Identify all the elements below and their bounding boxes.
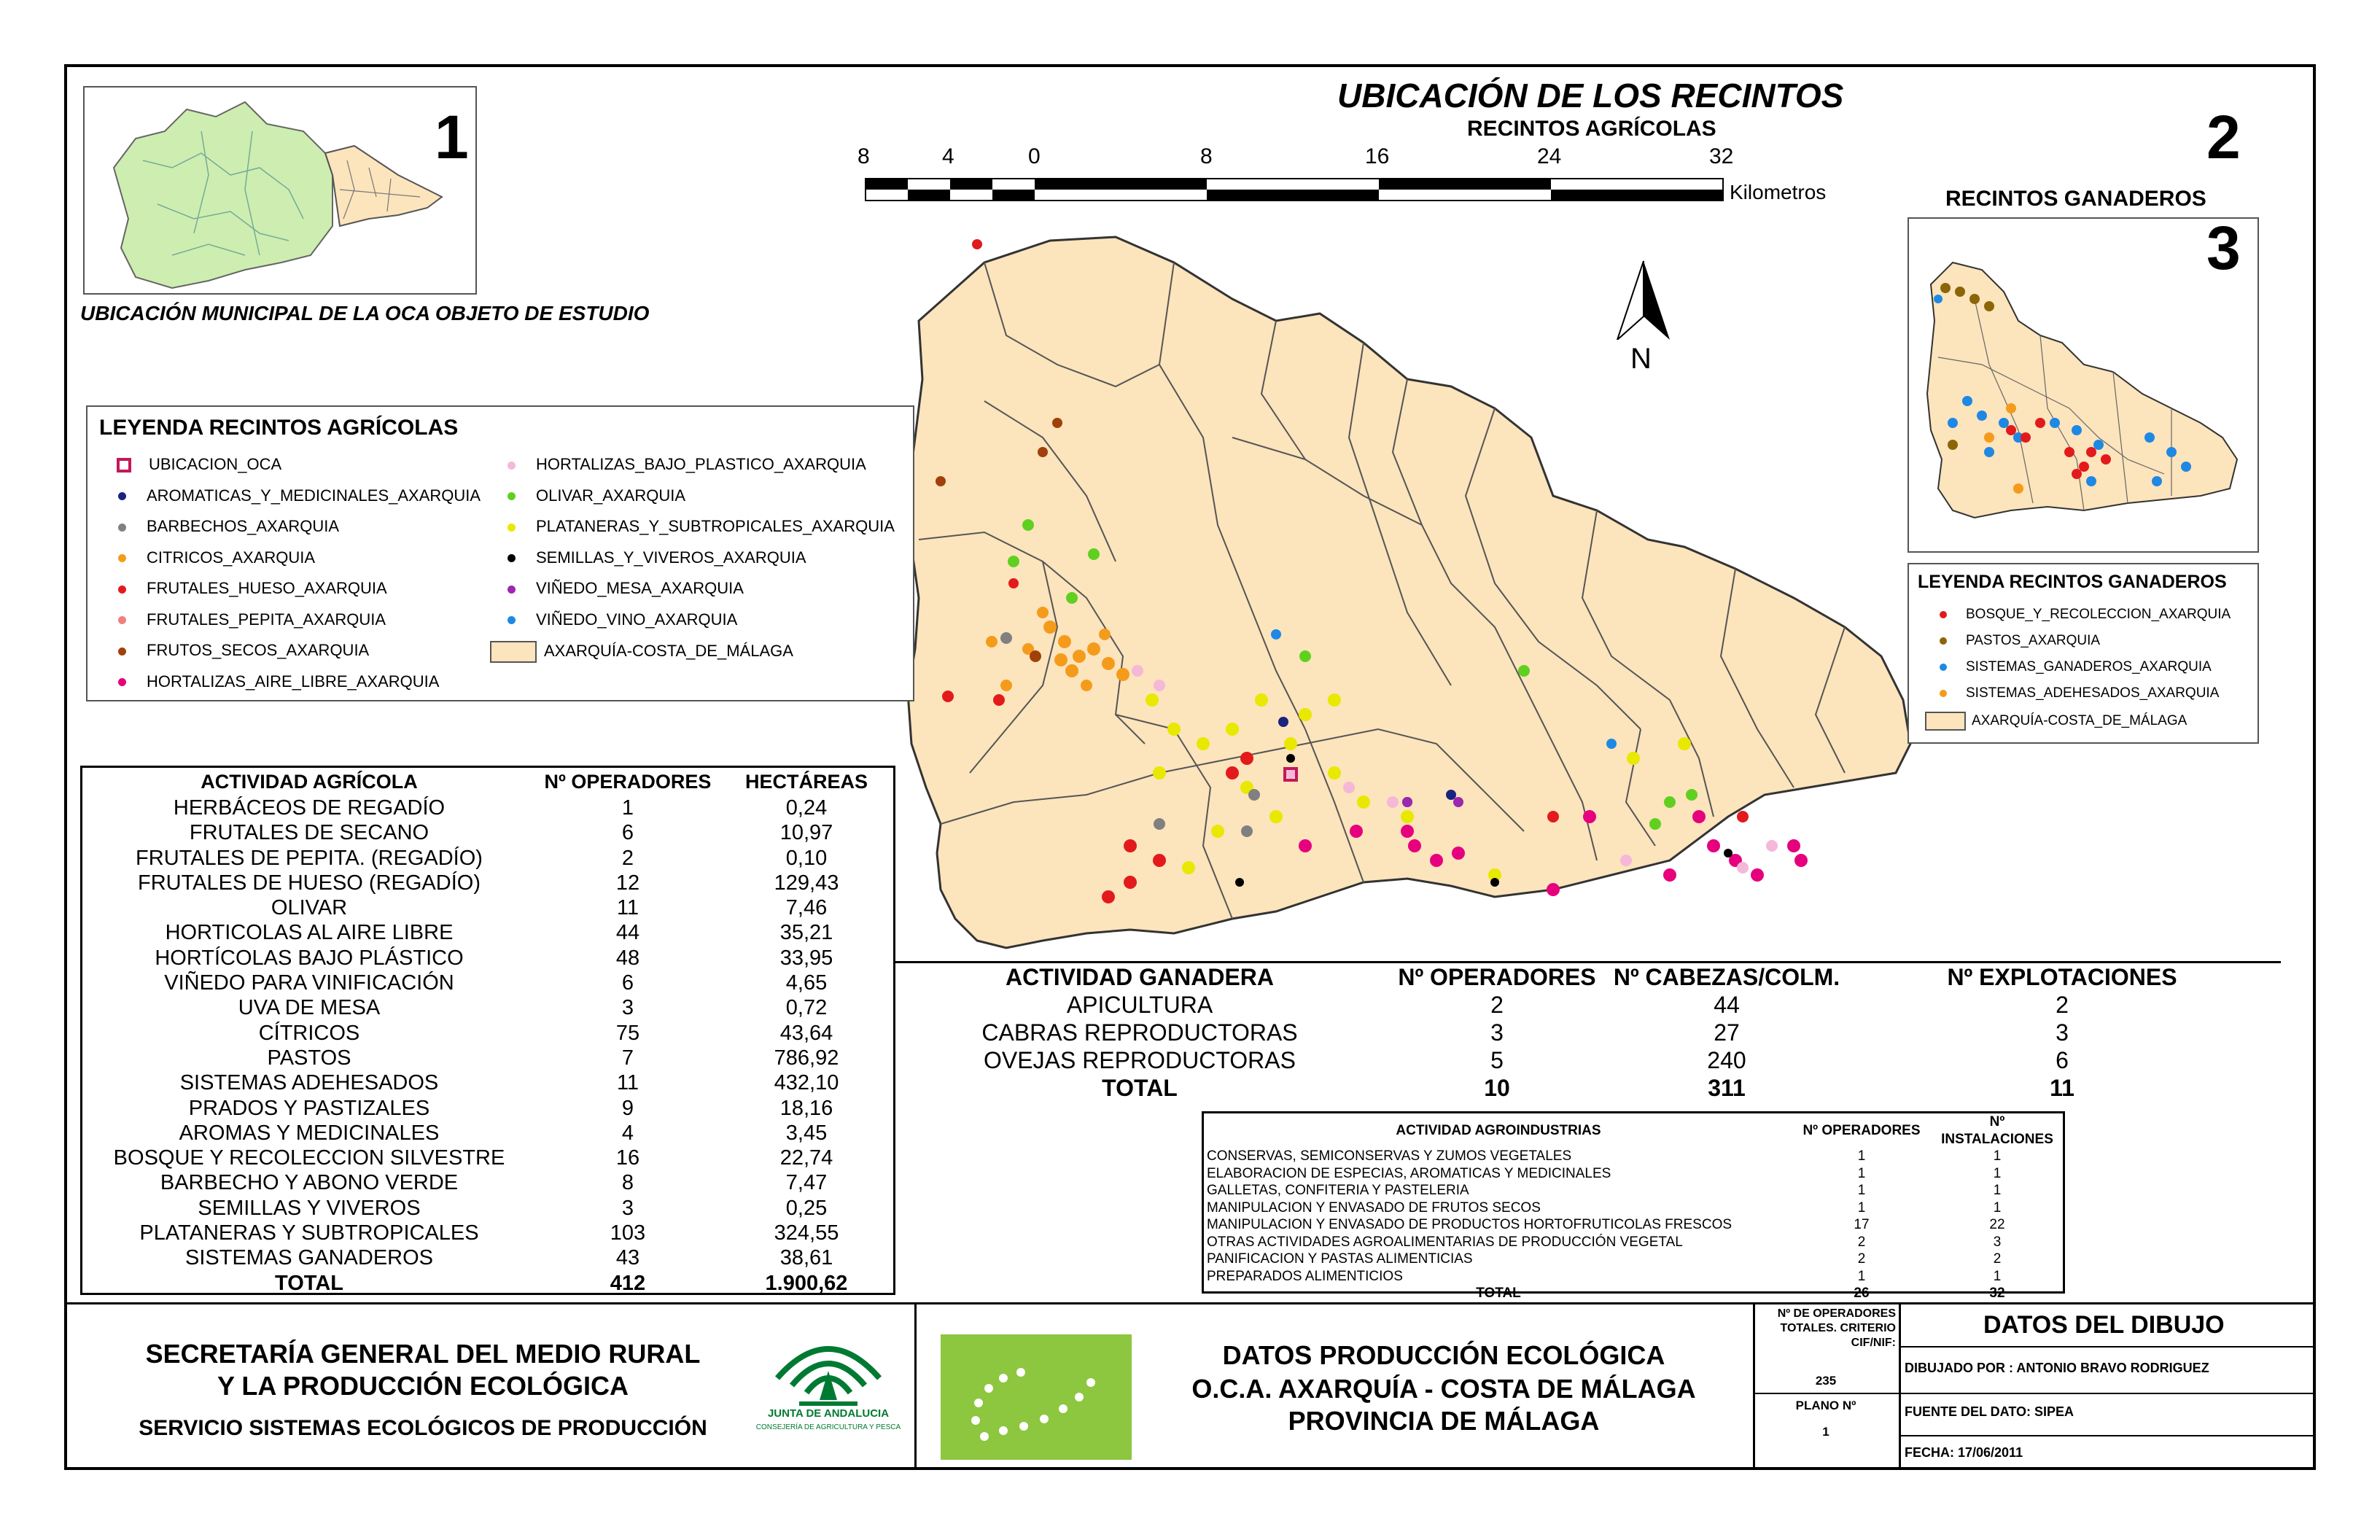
table-row: [895, 991, 2281, 1019]
area-swatch-icon: [1925, 712, 1966, 731]
table-total-row: [82, 1271, 893, 1296]
dot-marker-icon: [508, 616, 516, 624]
footer-op-separator: [1753, 1393, 1899, 1394]
footer-separator-3: [1899, 1302, 1901, 1470]
table-cell: PREPARADOS ALIMENTICIOS: [1207, 1268, 1403, 1284]
plano-label: PLANO Nº: [1795, 1399, 1856, 1412]
table-cell: 3: [1490, 1019, 1504, 1046]
table-cell: 0,72: [785, 996, 828, 1020]
dot-marker-icon: [508, 586, 516, 594]
inset2-number: 2: [2206, 103, 2241, 171]
dot-marker-icon: [508, 462, 516, 470]
table-agricola: [80, 766, 895, 1295]
legend-agricola-label: CITRICOS_AXARQUIA: [147, 548, 316, 567]
table-total-cell: TOTAL: [1102, 1074, 1178, 1101]
table-cell: PRADOS Y PASTIZALES: [188, 1096, 430, 1120]
scale-label-8b: 8: [1200, 144, 1213, 168]
dot-marker-icon: [118, 648, 126, 656]
table-row: [1204, 1216, 2064, 1234]
table-cell: 786,92: [774, 1046, 839, 1070]
legend-ganadero-label: PASTOS_AXARQUIA: [1966, 633, 2101, 648]
table-cell: PANIFICACION Y PASTAS ALIMENTICIAS: [1207, 1251, 1473, 1267]
table-cell: 1: [1857, 1165, 1866, 1181]
table-cell: 3: [621, 1196, 634, 1220]
table-cell: 48: [615, 946, 640, 970]
ind-header-operators: Nº OPERADORES: [1802, 1122, 1921, 1138]
legend-agricola-label: FRUTALES_PEPITA_AXARQUIA: [147, 610, 386, 629]
table-cell: MANIPULACION Y ENVASADO DE FRUTOS SECOS: [1207, 1199, 1541, 1216]
legend-agricola-label: FRUTOS_SECOS_AXARQUIA: [147, 641, 370, 659]
area-swatch-icon: [490, 641, 537, 663]
table-cell: 38,61: [779, 1246, 833, 1270]
datos-title: DATOS DEL DIBUJO: [1983, 1311, 2225, 1339]
legend-agricola-label: UBICACION_OCA: [149, 455, 282, 473]
legend-agricola-label: SEMILLAS_Y_VIVEROS_AXARQUIA: [536, 548, 806, 567]
table-cell: 2: [1857, 1251, 1866, 1267]
legend-ganadero-item: [1938, 659, 2212, 675]
legend-agricola-label: AXARQUÍA-COSTA_DE_MÁLAGA: [544, 641, 793, 660]
table-cell: HERBÁCEOS DE REGADÍO: [173, 796, 446, 820]
table-cell: 16: [615, 1146, 640, 1170]
plano-value: 1: [1822, 1425, 1829, 1439]
table-cell: 2: [1857, 1234, 1866, 1250]
dot-marker-icon: [508, 492, 516, 500]
table-cell: GALLETAS, CONFITERIA Y PASTELERIA: [1207, 1183, 1469, 1198]
ind-header-installations: Nº INSTALACIONES: [1941, 1114, 2053, 1147]
legend-agricola-item: [506, 579, 744, 598]
legend-agricola-item: [117, 672, 439, 691]
square-marker-icon: [117, 458, 131, 472]
subtitle-agricola: RECINTOS AGRÍCOLAS: [1467, 117, 1716, 141]
legend-agricola-label: HORTALIZAS_BAJO_PLASTICO_AXARQUIA: [536, 455, 866, 473]
table-row: [895, 1019, 2281, 1046]
table-cell: 3: [621, 996, 634, 1020]
table-row: [1204, 1234, 2064, 1251]
table-row: [82, 1046, 893, 1070]
agr-header-activity: ACTIVIDAD AGRÍCOLA: [201, 770, 418, 793]
junta-line2: CONSEJERÍA DE AGRICULTURA Y PESCA: [755, 1423, 901, 1431]
legend-agricola-label: VIÑEDO_VINO_AXARQUIA: [536, 610, 738, 629]
table-cell: 9: [621, 1096, 634, 1120]
dot-marker-icon: [1940, 690, 1947, 697]
table-cell: 11: [616, 896, 639, 920]
legend-ganadero-label: AXARQUÍA-COSTA_DE_MÁLAGA: [1972, 713, 2188, 729]
dibujado-por: DIBUJADO POR : ANTONIO BRAVO RODRIGUEZ: [1905, 1361, 2209, 1375]
legend-ganadero-item: [1938, 712, 2187, 731]
org-line2: Y LA PRODUCCIÓN ECOLÓGICA: [217, 1371, 629, 1401]
table-row: [82, 1070, 893, 1095]
legend-ganadero-label: BOSQUE_Y_RECOLECCION_AXARQUIA: [1966, 607, 2231, 622]
legend-agricola-item: [117, 641, 369, 660]
operators-value: 235: [1815, 1374, 1837, 1388]
dot-marker-icon: [1940, 637, 1947, 645]
table-row: [82, 820, 893, 845]
legend-agricola-item: [506, 455, 866, 474]
table-row: [895, 1046, 2281, 1074]
footer-divider: [64, 1302, 2316, 1304]
legend-agricola-item: [506, 610, 737, 629]
table-total-cell: 32: [1989, 1286, 2005, 1301]
dot-marker-icon: [1940, 664, 1947, 671]
legend-agricola-label: OLIVAR_AXARQUIA: [536, 486, 685, 505]
table-cell: 44: [1714, 991, 1740, 1018]
legend-ganadero-title: LEYENDA RECINTOS GANADEROS: [1918, 572, 2227, 592]
datos-title-separator: [1899, 1346, 2316, 1348]
table-agroindustrias: [1202, 1111, 2065, 1301]
table-cell: 3,45: [785, 1121, 828, 1145]
scale-label-4: 4: [942, 144, 954, 168]
table-cell: 3: [2056, 1019, 2069, 1046]
table-cell: 43: [615, 1246, 640, 1270]
dot-marker-icon: [508, 554, 516, 562]
table-cell: 6: [2056, 1046, 2069, 1073]
table-cell: 22: [1989, 1217, 2005, 1232]
table-total-cell: 11: [2050, 1074, 2074, 1101]
legend-agricola-label: AROMATICAS_Y_MEDICINALES_AXARQUIA: [147, 486, 481, 505]
table-cell: UVA DE MESA: [238, 996, 381, 1020]
table-cell: 44: [615, 921, 640, 945]
table-row: [1204, 1182, 2064, 1199]
table-cell: HORTÍCOLAS BAJO PLÁSTICO: [155, 946, 464, 970]
legend-agricola-label: VIÑEDO_MESA_AXARQUIA: [536, 579, 744, 597]
org-line1: SECRETARÍA GENERAL DEL MEDIO RURAL: [145, 1339, 701, 1369]
scale-label-8a: 8: [858, 144, 870, 168]
legend-agricola-label: HORTALIZAS_AIRE_LIBRE_AXARQUIA: [147, 672, 440, 691]
table-cell: HORTICOLAS AL AIRE LIBRE: [165, 921, 454, 945]
dot-marker-icon: [118, 586, 126, 594]
table-row: [82, 871, 893, 895]
table-row: [82, 1096, 893, 1121]
table-cell: 1: [1993, 1268, 2002, 1284]
table-cell: 240: [1707, 1046, 1746, 1073]
legend-agricola-title: LEYENDA RECINTOS AGRÍCOLAS: [99, 416, 459, 440]
inset-province-map: [83, 86, 477, 295]
table-cell: CABRAS REPRODUCTORAS: [981, 1019, 1298, 1046]
inset1-number: 1: [435, 103, 469, 171]
legend-agricola-label: BARBECHOS_AXARQUIA: [147, 517, 340, 535]
table-cell: 0,24: [785, 796, 828, 820]
footer-separator-1: [914, 1302, 917, 1470]
inset3-number: 3: [2206, 214, 2241, 282]
table-row: [1204, 1268, 2064, 1286]
table-cell: 18,16: [779, 1096, 833, 1120]
table-cell: APICULTURA: [1066, 991, 1213, 1018]
table-cell: 0,10: [785, 846, 828, 870]
legend-agricola-item: [117, 517, 339, 536]
table-cell: 1: [1857, 1148, 1866, 1164]
table-cell: 6: [621, 821, 634, 845]
table-row: [82, 946, 893, 971]
legend-agricola-item: [117, 486, 481, 505]
table-cell: OVEJAS REPRODUCTORAS: [984, 1046, 1296, 1073]
table-cell: 8: [621, 1171, 634, 1195]
table-cell: 75: [615, 1021, 640, 1045]
table-cell: 7: [621, 1046, 634, 1070]
legend-agricola-item: [117, 548, 315, 567]
table-cell: 33,95: [779, 946, 833, 970]
table-cell: SISTEMAS GANADEROS: [184, 1246, 433, 1270]
data-line1: DATOS PRODUCCIÓN ECOLÓGICA: [1222, 1340, 1665, 1370]
north-label: N: [1630, 343, 1652, 375]
table-total-row: [895, 1074, 2281, 1102]
dot-marker-icon: [118, 616, 126, 624]
legend-ganadero-item: [1938, 607, 2231, 623]
table-cell: 432,10: [774, 1071, 839, 1095]
table-cell: 6: [621, 971, 634, 995]
legend-agricola-label: FRUTALES_HUESO_AXARQUIA: [147, 579, 387, 597]
table-cell: 7,47: [785, 1171, 828, 1195]
legend-agricola-item: [506, 486, 685, 505]
dot-marker-icon: [1940, 611, 1947, 618]
table-total-cell: 311: [1708, 1074, 1746, 1101]
table-cell: 43,64: [779, 1021, 833, 1045]
table-cell: 1: [1857, 1183, 1866, 1198]
table-cell: 12: [615, 871, 640, 895]
table-total-row: [1204, 1285, 2064, 1302]
dot-marker-icon: [118, 492, 126, 500]
scale-label-16: 16: [1365, 144, 1390, 168]
table-cell: 1: [1857, 1199, 1866, 1216]
table-cell: 1: [1993, 1148, 2002, 1164]
gan-header-farms: Nº EXPLOTACIONES: [1947, 963, 2177, 990]
gan-header-operators: Nº OPERADORES: [1398, 963, 1596, 990]
table-cell: 1: [1857, 1268, 1866, 1284]
inset1-caption: UBICACIÓN MUNICIPAL DE LA OCA OBJETO DE ESTUDIO: [80, 302, 650, 324]
table-cell: BARBECHO Y ABONO VERDE: [160, 1171, 459, 1195]
table-cell: 7,46: [785, 896, 828, 920]
province-outline: [85, 88, 475, 293]
dot-marker-icon: [118, 678, 126, 686]
ind-header-activity: ACTIVIDAD AGROINDUSTRIAS: [1396, 1122, 1601, 1138]
table-total-cell: 1.900,62: [765, 1271, 848, 1295]
eu-organic-logo-icon: [941, 1334, 1132, 1460]
table-row: [82, 895, 893, 920]
legend-agricola-item: [117, 579, 387, 598]
table-cell: PASTOS: [267, 1046, 351, 1070]
legend-agricola-item: [506, 517, 895, 536]
table-cell: 1: [1993, 1199, 2002, 1216]
table-cell: MANIPULACION Y ENVASADO DE PRODUCTOS HORTOFRUTICOLAS FRESCOS: [1207, 1217, 1732, 1232]
agr-header-hectares: HECTÁREAS: [744, 770, 868, 793]
dot-marker-icon: [118, 554, 126, 562]
table-cell: 1: [1993, 1183, 2002, 1198]
table-cell: 35,21: [779, 921, 833, 945]
table-cell: OLIVAR: [271, 896, 348, 920]
table-row: [82, 1170, 893, 1195]
table-cell: 11: [616, 1071, 639, 1095]
table-ganadera: [895, 961, 2281, 1102]
table-row: [1204, 1165, 2064, 1183]
table-total-cell: 26: [1854, 1286, 1870, 1301]
table-row: [82, 920, 893, 945]
table-row: [82, 1121, 893, 1146]
legend-agricola-item: [117, 610, 386, 629]
data-line2: O.C.A. AXARQUÍA - COSTA DE MÁLAGA: [1191, 1374, 1696, 1404]
table-row: [82, 1221, 893, 1245]
subtitle-ganadero: RECINTOS GANADEROS: [1945, 187, 2206, 211]
table-row: [1204, 1251, 2064, 1268]
scale-label-0: 0: [1028, 144, 1041, 168]
table-row: [82, 1021, 893, 1046]
dibujado-separator: [1899, 1393, 2316, 1394]
table-cell: SISTEMAS ADEHESADOS: [179, 1071, 439, 1095]
table-cell: 5: [1490, 1046, 1504, 1073]
org-line3: SERVICIO SISTEMAS ECOLÓGICOS DE PRODUCCIÓN: [139, 1416, 707, 1440]
table-cell: 17: [1854, 1217, 1870, 1232]
table-total-cell: 10: [1484, 1074, 1510, 1101]
table-cell: 1: [1993, 1165, 2002, 1181]
fecha: FECHA: 17/06/2011: [1905, 1445, 2023, 1460]
table-row: [82, 1146, 893, 1170]
legend-ganadero-item: [1938, 633, 2100, 649]
dot-marker-icon: [508, 524, 516, 532]
scale-unit: Kilometros: [1730, 181, 1827, 203]
legend-ganadero-label: SISTEMAS_ADEHESADOS_AXARQUIA: [1966, 685, 2220, 701]
table-cell: 3: [1993, 1234, 2002, 1250]
table-row: [1204, 1199, 2064, 1217]
table-cell: PLATANERAS Y SUBTROPICALES: [139, 1221, 479, 1245]
table-total-cell: TOTAL: [1476, 1286, 1521, 1301]
fuente-separator: [1899, 1435, 2316, 1436]
table-cell: 129,43: [774, 871, 839, 895]
legend-ganadero-label: SISTEMAS_GANADEROS_AXARQUIA: [1966, 659, 2212, 674]
table-cell: 2: [1490, 991, 1504, 1018]
table-cell: 1: [621, 796, 634, 820]
table-cell: 324,55: [774, 1221, 839, 1245]
fuente-dato: FUENTE DEL DATO: SIPEA: [1905, 1404, 2074, 1419]
table-cell: 2: [621, 846, 634, 870]
table-cell: 0,25: [785, 1196, 828, 1220]
table-total-cell: 412: [610, 1271, 646, 1295]
table-cell: 27: [1714, 1019, 1740, 1046]
agr-header-operators: Nº OPERADORES: [544, 770, 712, 793]
main-map: [897, 219, 1932, 955]
scale-label-32: 32: [1709, 144, 1734, 168]
scale-label-24: 24: [1537, 144, 1562, 168]
table-cell: FRUTALES DE SECANO: [189, 821, 429, 845]
table-row: [82, 995, 893, 1020]
operators-label: Nº DE OPERADORES TOTALES. CRITERIO CIF/NIF:: [1777, 1307, 1896, 1349]
legend-ganadero-item: [1938, 685, 2219, 701]
table-cell: FRUTALES DE PEPITA. (REGADÍO): [136, 846, 483, 870]
table-cell: SEMILLAS Y VIVEROS: [198, 1196, 421, 1220]
table-cell: CONSERVAS, SEMICONSERVAS Y ZUMOS VEGETALES: [1207, 1148, 1572, 1164]
table-row: [82, 1196, 893, 1221]
table-cell: 2: [1993, 1251, 2002, 1267]
table-cell: OTRAS ACTIVIDADES AGROALIMENTARIAS DE PRODUCCIÓN VEGETAL: [1207, 1234, 1683, 1250]
table-cell: 2: [2056, 991, 2069, 1018]
table-total-cell: TOTAL: [275, 1271, 343, 1295]
table-row: [82, 796, 893, 820]
table-cell: FRUTALES DE HUESO (REGADÍO): [138, 871, 481, 895]
table-cell: 4: [621, 1121, 634, 1145]
legend-agricola-label: PLATANERAS_Y_SUBTROPICALES_AXARQUIA: [536, 517, 895, 535]
table-cell: 4,65: [785, 971, 828, 995]
table-cell: 10,97: [779, 821, 833, 845]
table-cell: AROMAS Y MEDICINALES: [179, 1121, 440, 1145]
table-row: [82, 1245, 893, 1270]
table-cell: 103: [610, 1221, 646, 1245]
legend-agricola-item: [506, 641, 793, 663]
table-cell: VIÑEDO PARA VINIFICACIÓN: [164, 971, 454, 995]
legend-agricola-item: [117, 455, 281, 474]
gan-header-heads: Nº CABEZAS/COLM.: [1613, 963, 1840, 990]
table-cell: 22,74: [779, 1146, 833, 1170]
table-cell: ELABORACION DE ESPECIAS, AROMATICAS Y MEDICINALES: [1207, 1165, 1611, 1181]
map-title: UBICACIÓN DE LOS RECINTOS: [1337, 77, 1844, 114]
table-row: [82, 846, 893, 871]
dot-marker-icon: [118, 524, 126, 532]
junta-line1: JUNTA DE ANDALUCIA: [767, 1407, 890, 1420]
table-row: [1204, 1148, 2064, 1165]
gan-header-activity: ACTIVIDAD GANADERA: [1006, 963, 1274, 990]
table-cell: CÍTRICOS: [258, 1021, 360, 1045]
data-line3: PROVINCIA DE MÁLAGA: [1288, 1406, 1600, 1436]
table-row: [82, 971, 893, 995]
legend-agricola-item: [506, 548, 806, 567]
table-cell: BOSQUE Y RECOLECCION SILVESTRE: [113, 1146, 505, 1170]
